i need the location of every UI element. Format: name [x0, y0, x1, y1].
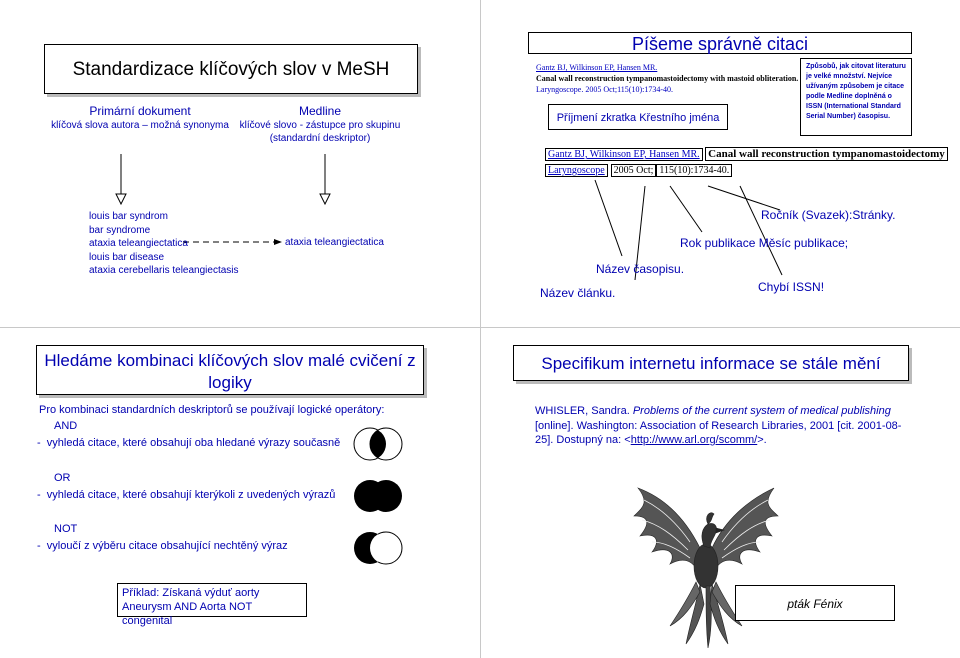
arrowhead-right — [320, 194, 330, 204]
slide1-arrows — [0, 0, 480, 327]
example-line1: Příklad: Získaná výduť aorty — [122, 587, 260, 599]
arrowhead-left — [116, 194, 126, 204]
slide2-pointer-lines — [480, 0, 960, 327]
not-description: vyloučí z výběru citace obsahující nechtěný výraz — [46, 540, 288, 552]
slide4-title-box — [513, 345, 909, 381]
and-item: - vyhledá citace, které obsahují oba hledané výrazy současně — [37, 437, 341, 449]
ref-title: Problems of the current system of medical publishing — [632, 405, 891, 417]
synonym-item: bar syndrome — [89, 224, 151, 236]
author-label: Příjmení zkratka Křestního jména — [556, 112, 720, 124]
pointer-missing — [740, 186, 782, 275]
venn-or-diagram — [350, 476, 406, 516]
example-line2: Aneurysm AND Aorta NOT congenital — [122, 601, 253, 627]
ref-end: >. — [757, 434, 767, 446]
internet-reference — [535, 404, 905, 448]
citation-note: Způsobů, jak citovat literaturu je velké množství. Nejvíce užívaným způsobem je citace podle Medline doplněná o ISSN (International Standard Serial Number) časopisu. — [806, 63, 906, 120]
or-description: vyhledá citace, které obsahují kterýkoli z uvedených výrazů — [46, 489, 336, 501]
pointer-volume — [708, 186, 780, 210]
pointer-journal — [595, 180, 622, 256]
venn-not-diagram — [350, 528, 406, 568]
synonym-item: louis bar syndrom — [89, 211, 168, 222]
primary-document-sub: klíčová slova autora – možná synonyma — [51, 120, 229, 131]
slide-divider-horizontal — [0, 327, 960, 328]
phoenix-caption: pták Fénix — [787, 597, 843, 611]
caption-box — [735, 585, 895, 621]
standard-descriptor: ataxia teleangiectatica — [285, 237, 384, 248]
slide3-title: Hledáme kombinaci klíčových slov malé cvičení z logiky — [44, 351, 416, 392]
and-description: vyhledá citace, které obsahují oba hledané výrazy současně — [46, 437, 341, 449]
slide3-title-box — [36, 345, 424, 395]
synonym-item: ataxia teleangiectatica — [89, 238, 188, 249]
synonym-item: ataxia cerebellaris teleangiectasis — [89, 265, 239, 276]
big-cite-date: 2005 Oct; — [611, 164, 657, 177]
label-volume-pages: Ročník (Svazek):Stránky. — [761, 208, 896, 222]
dashed-arrowhead — [274, 239, 282, 245]
or-label: OR — [54, 472, 71, 484]
not-item: - vyloučí z výběru citace obsahující nechtěný výraz — [37, 540, 288, 552]
pointer-pub — [670, 186, 702, 232]
slide1-title: Standardizace klíčových slov v MeSH — [72, 59, 390, 80]
small-cite-journal: Laryngoscope. 2005 Oct;115(10):1734-40. — [536, 85, 674, 94]
big-cite-journal: Laryngoscope — [545, 164, 608, 177]
ref-author: WHISLER, Sandra. — [535, 405, 630, 417]
medline-sub2: (standardní deskriptor) — [269, 133, 371, 144]
ref-medium: [online]. Washington: Association of Research Libraries, 2001 [cit. 2001-08-25]. Dostupný na: < — [535, 419, 902, 446]
small-cite-authors: Gantz BJ, Wilkinson EP, Hansen MR. — [536, 63, 658, 72]
slide2-title: Píšeme správně citaci — [631, 34, 809, 54]
example-box — [117, 583, 307, 627]
slide4-title: Specifikum internetu informace se stále mění — [541, 354, 881, 373]
and-label: AND — [54, 420, 78, 432]
big-cite-authors: Gantz BJ, Wilkinson EP, Hansen MR. — [545, 148, 703, 161]
venn-and-diagram — [350, 424, 406, 464]
big-cite-title: Canal wall reconstruction tympanomastoidectomy — [705, 147, 948, 161]
medline-heading: Medline — [298, 104, 342, 118]
primary-document-heading: Primární dokument — [89, 104, 191, 118]
synonym-list — [89, 210, 239, 278]
not-label: NOT — [54, 523, 78, 535]
or-item: - vyhledá citace, které obsahují kterýkoli z uvedených výrazů — [37, 489, 336, 501]
synonym-item: louis bar disease — [89, 251, 165, 263]
label-article-title: Název článku. — [540, 286, 616, 300]
ref-url[interactable]: http://www.arl.org/scomm/ — [630, 434, 758, 446]
label-publication-date: Rok publikace Měsíc publikace; — [680, 236, 849, 250]
label-missing-issn: Chybí ISSN! — [758, 280, 825, 294]
logic-intro: Pro kombinaci standardních deskriptorů se používají logické operátory: — [39, 404, 385, 416]
medline-sub1: klíčové slovo - zástupce pro skupinu — [239, 120, 401, 131]
big-cite-volume: 115(10):1734-40. — [656, 164, 732, 177]
label-journal-name: Název časopisu. — [596, 262, 685, 276]
small-cite-title: Canal wall reconstruction tympanomastoidectomy with mastoid obliteration. — [536, 74, 798, 83]
